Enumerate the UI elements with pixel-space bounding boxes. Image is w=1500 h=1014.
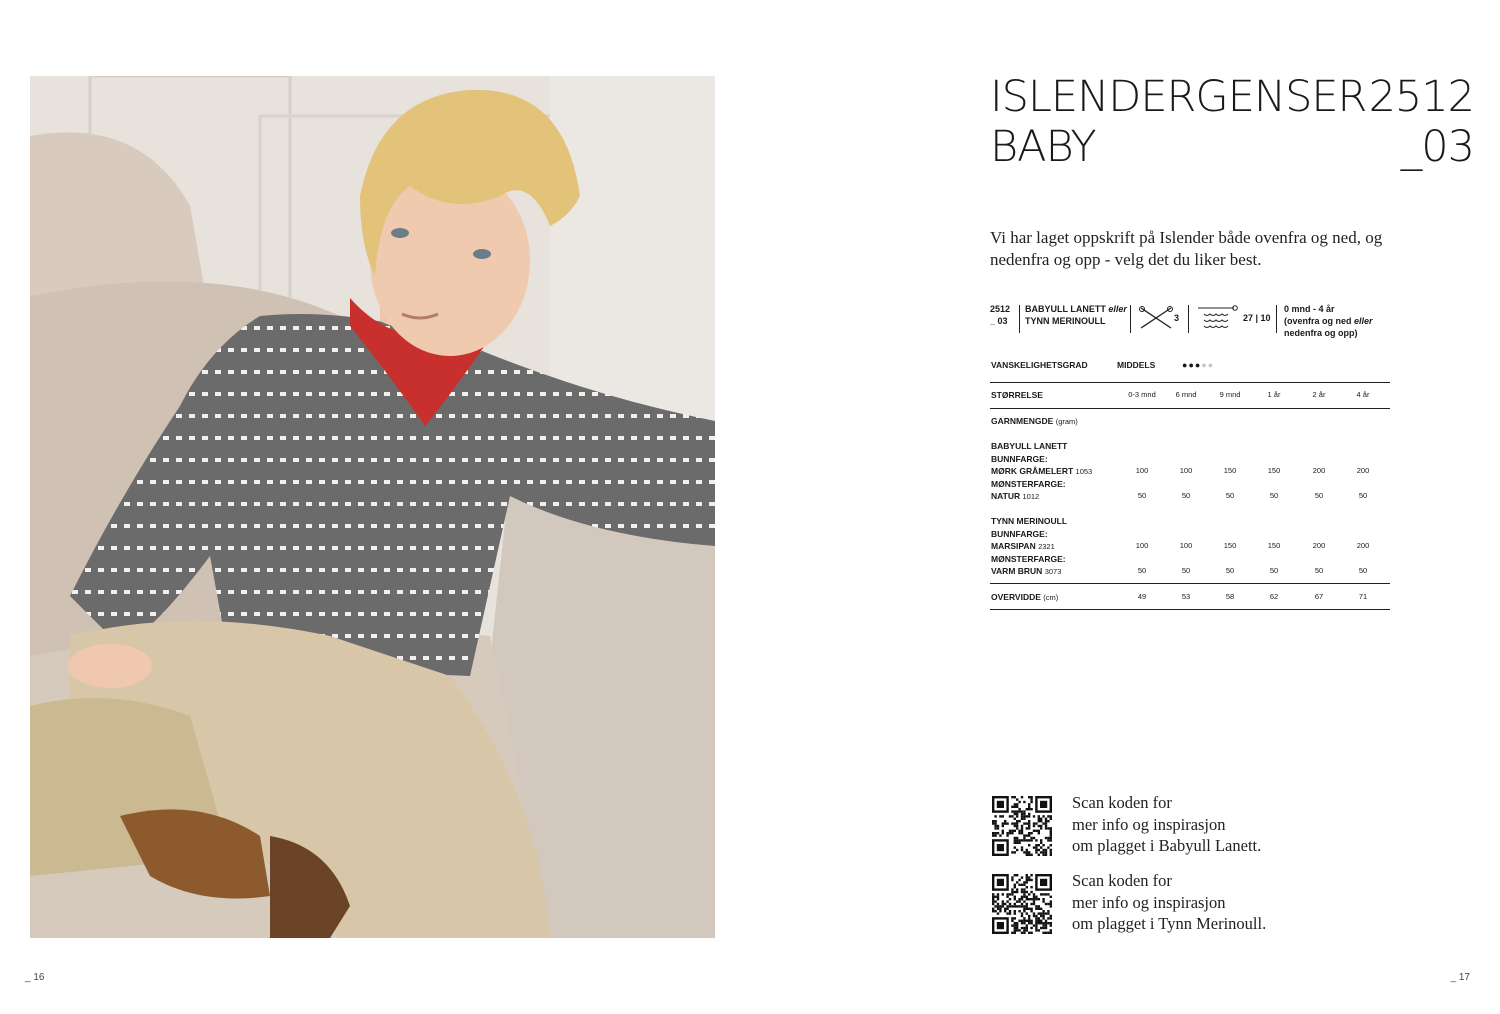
spec-divider xyxy=(1188,305,1189,333)
qr-caption-merinoull xyxy=(1072,870,1266,935)
color-code: 3073 xyxy=(1044,567,1062,576)
table-cell: 50 xyxy=(1269,566,1279,575)
title-line: ISLENDERGENSER xyxy=(990,72,1367,122)
size-label: STØRRELSE xyxy=(991,390,1043,400)
table-cell: 50 xyxy=(1181,491,1191,500)
table-cell: 50 xyxy=(1225,491,1235,500)
table-cell: 200 xyxy=(1312,466,1326,475)
title-name xyxy=(990,72,1366,172)
difficulty-dot-filled: ● xyxy=(1194,360,1202,370)
table-cell: 53 xyxy=(1181,591,1191,601)
table-row xyxy=(990,441,1390,454)
color-name: VARM BRUN xyxy=(991,566,1043,576)
size-header-cell: 1 år xyxy=(1267,390,1281,399)
qr-code-babyull[interactable] xyxy=(992,796,1052,856)
table-cell: 71 xyxy=(1358,591,1368,601)
size-row xyxy=(990,390,1390,408)
yarn-amount-title: GARNMENGDE xyxy=(991,416,1054,426)
color-name: MØRK GRÅMELERT xyxy=(991,466,1074,476)
difficulty-dot-filled: ● xyxy=(1182,360,1189,370)
spec-size-1: 0 mnd - 4 år xyxy=(1284,304,1335,314)
base-color-name xyxy=(991,541,1055,551)
size-header-cell: 2 år xyxy=(1312,390,1326,399)
yarn-group-name: TYNN MERINOULL xyxy=(991,516,1068,526)
pattern-color-name xyxy=(991,491,1039,501)
table-cell: 50 xyxy=(1314,566,1324,575)
qr-caption-babyull xyxy=(1072,792,1261,857)
intro-text: Vi har laget oppskrift på Islender både ovenfra og ned, og nedenfra og opp - velg det du liker best. xyxy=(990,228,1383,269)
spec-sizes xyxy=(1284,303,1373,339)
table-cell: 100 xyxy=(1135,541,1149,550)
table-rule xyxy=(990,609,1390,610)
table-cell: 200 xyxy=(1356,466,1370,475)
table-cell: 50 xyxy=(1137,491,1147,500)
table-cell: 58 xyxy=(1225,591,1235,601)
spec-yarn-1: BABYULL LANETT xyxy=(1025,304,1106,314)
table-row xyxy=(990,491,1390,504)
yarn-amount-row xyxy=(990,416,1390,441)
spec-needle-size: 3 xyxy=(1174,313,1180,323)
table-cell: 200 xyxy=(1312,541,1326,550)
difficulty-dots xyxy=(1182,360,1214,370)
yarn-amount-unit: (gram) xyxy=(1055,417,1078,426)
color-code: 1012 xyxy=(1022,492,1040,501)
title-number-line: 2512 xyxy=(1368,72,1474,122)
spec-size-3: nedenfra og opp) xyxy=(1284,328,1358,338)
difficulty-value: MIDDELS xyxy=(1117,360,1156,370)
color-name: MARSIPAN xyxy=(991,541,1036,551)
size-header-cell: 9 mnd xyxy=(1219,390,1241,399)
table-cell: 50 xyxy=(1137,566,1147,575)
spec-strip xyxy=(990,303,1410,339)
width-unit: (cm) xyxy=(1043,592,1059,602)
table-cell: 150 xyxy=(1267,466,1281,475)
table-cell: 50 xyxy=(1314,491,1324,500)
title-number-line: _03 xyxy=(1400,122,1474,172)
child-in-sweater-illustration xyxy=(30,76,715,938)
pattern-color-name xyxy=(991,566,1061,576)
table-row xyxy=(990,541,1390,554)
spec-yarn-2: TYNN MERINOULL xyxy=(1025,316,1106,326)
spec-divider xyxy=(1019,305,1020,333)
difficulty-dot-filled: ● xyxy=(1188,360,1195,370)
difficulty-row xyxy=(990,360,1390,375)
base-color-label: BUNNFARGE: xyxy=(991,453,1048,464)
table-row xyxy=(990,566,1390,579)
table-cell: 50 xyxy=(1358,491,1368,500)
spec-pattern-number-line: _ 03 xyxy=(990,316,1008,326)
page-number-left: _ 16 xyxy=(25,972,45,983)
qr-caption-line: om plagget i Babyull Lanett. xyxy=(1072,836,1262,855)
spec-yarn xyxy=(1025,303,1127,327)
size-table xyxy=(990,360,1390,610)
difficulty-label: VANSKELIGHETSGRAD xyxy=(991,360,1088,370)
qr-code-merinoull[interactable] xyxy=(992,874,1052,934)
size-header-cell: 0-3 mnd xyxy=(1128,390,1156,399)
yarn-amount-label xyxy=(991,416,1078,426)
product-photo xyxy=(30,76,715,938)
table-cell: 100 xyxy=(1135,466,1149,475)
color-code: 2321 xyxy=(1038,542,1055,551)
spec-gauge: 27 | 10 xyxy=(1243,313,1271,323)
table-cell: 200 xyxy=(1356,541,1370,550)
table-cell: 49 xyxy=(1137,591,1147,601)
base-color-name xyxy=(991,466,1092,476)
spec-divider xyxy=(1276,305,1277,333)
base-color-label: BUNNFARGE: xyxy=(991,528,1048,539)
table-cell: 50 xyxy=(1225,566,1235,575)
width-title: OVERVIDDE xyxy=(991,591,1041,602)
yarn-group-name: BABYULL LANETT xyxy=(991,441,1068,451)
table-row xyxy=(990,529,1390,542)
table-row xyxy=(990,454,1390,467)
qr-caption-line: om plagget i Tynn Merinoull. xyxy=(1072,914,1267,933)
table-row xyxy=(990,479,1390,492)
pattern-title xyxy=(990,72,1474,172)
page-number-right: _ 17 xyxy=(1450,972,1470,983)
width-row xyxy=(990,592,1390,609)
size-header-cell: 6 mnd xyxy=(1175,390,1197,399)
title-number xyxy=(1369,72,1474,172)
spec-pattern-number-line: 2512 xyxy=(990,304,1011,314)
spec-divider xyxy=(1130,305,1131,333)
table-cell: 150 xyxy=(1223,466,1237,475)
difficulty-dot-empty: ● xyxy=(1207,360,1215,370)
gauge-swatch-icon xyxy=(1196,305,1238,336)
size-header-cell: 4 år xyxy=(1356,390,1370,399)
table-cell: 150 xyxy=(1267,541,1281,550)
qr-caption-line: mer info og inspirasjon xyxy=(1072,814,1226,834)
table-cell: 50 xyxy=(1269,491,1279,500)
color-name: NATUR xyxy=(991,491,1021,501)
table-cell: 62 xyxy=(1269,591,1279,601)
spec-pattern-number xyxy=(990,303,1010,327)
table-cell: 67 xyxy=(1314,591,1324,601)
spec-size-or: eller xyxy=(1354,316,1373,326)
spec-size-2: (ovenfra og ned xyxy=(1284,316,1352,326)
table-cell: 50 xyxy=(1181,566,1191,575)
title-line: BABY xyxy=(990,122,1096,172)
width-label xyxy=(991,592,1058,602)
qr-caption-line: Scan koden for xyxy=(1072,793,1172,812)
spec-yarn-or: eller xyxy=(1108,304,1127,314)
qr-caption-line: Scan koden for xyxy=(1072,871,1172,890)
table-cell: 150 xyxy=(1223,541,1237,550)
table-cell: 100 xyxy=(1179,466,1193,475)
pattern-color-label: MØNSTERFARGE: xyxy=(991,478,1066,489)
table-row xyxy=(990,554,1390,567)
table-row xyxy=(990,516,1390,529)
table-row xyxy=(990,466,1390,479)
color-code: 1053 xyxy=(1075,467,1093,476)
table-cell: 100 xyxy=(1179,541,1193,550)
pattern-color-label: MØNSTERFARGE: xyxy=(991,553,1066,564)
qr-caption-line: mer info og inspirasjon xyxy=(1072,892,1226,912)
needles-icon xyxy=(1138,305,1174,334)
table-cell: 50 xyxy=(1358,566,1368,575)
difficulty-dot-empty: ● xyxy=(1201,360,1208,370)
